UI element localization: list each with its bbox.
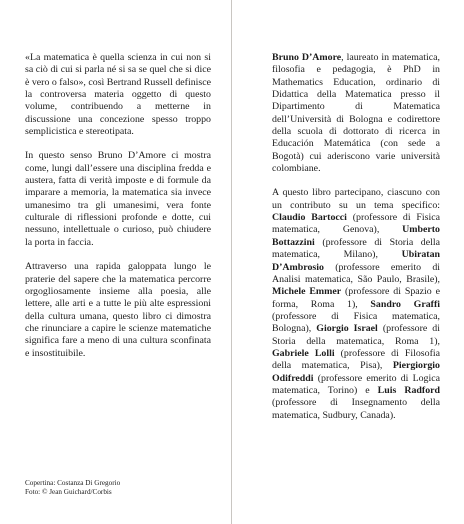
contributors-intro: A questo libro partecipano, ciascuno con un contributo su un tema specifico:	[272, 187, 440, 211]
photo-credit: Foto: © Jean Guichard/Corbis	[25, 488, 112, 496]
contributor-name: Michele Emmer	[272, 286, 342, 298]
synopsis-paragraph-1: «La matematica è quella scienza in cui non si sa ciò di cui si parla né si sa se quel che si dice è vero o falso», così Bertrand Russell definisce la controversa materia oggetto di questo volume, contribuendo a metterne in discussione una concezione spesso troppo semplicistica e stereotipata.	[25, 52, 211, 138]
contributor-name: Umberto Bottazzini	[272, 224, 440, 248]
cover-credits	[25, 479, 225, 497]
contributor-name: Gabriele Lolli	[272, 347, 335, 359]
contributor-desc: (professore di Storia della matematica, Roma 1),	[272, 323, 440, 347]
contributor-desc: (professore di Filosofia della matematica, Pisa),	[272, 347, 440, 372]
contributor-desc: (professore emerito di Analisi matematica, São Paulo, Brasile),	[272, 261, 440, 285]
synopsis-column	[25, 52, 211, 372]
author-name: Bruno D’Amore	[272, 52, 342, 63]
synopsis-paragraph-3: Attraverso una rapida galoppata lungo le praterie del sapere che la matematica percorre orgogliosamente insieme alla poesia, alle lettere, alle arti e a tutte le più alte espressioni della cultura umana, questo libro ci dimostra che rinunciare a capire le scienze matematiche significa fare a meno di una cultura sconfinata e insostituibile.	[25, 261, 211, 359]
contributors	[272, 187, 440, 422]
page-fold	[231, 0, 232, 524]
contributor-name: Sandro Graffi	[370, 298, 440, 310]
contributor-name: Claudio Bartocci	[272, 212, 347, 224]
contributor-name: Ubiratan D’Ambrosio	[272, 249, 440, 273]
author-column	[272, 52, 440, 434]
synopsis-paragraph-2: In questo senso Bruno D’Amore ci mostra come, lungi dall’essere una disciplina fredda e austera, fatta di verità imposte e di formule da imparare a memoria, la matematica sia invece umanesimo tra gli umanesimi, vera fonte culturale di riflessioni profonde e dotte, cui nessuno, intellettuale o curioso, può chiudere la porta in faccia.	[25, 150, 211, 248]
contributor-desc: (professore di Insegnamento della matematica, Sudbury, Canada).	[272, 397, 440, 421]
contributor-name: Giorgio Israel	[316, 323, 378, 335]
contributor-desc: (professore di Fisica matematica, Bologna),	[272, 310, 440, 335]
cover-credit: Copertina: Costanza Di Gregorio	[25, 479, 121, 487]
contributor-desc: (professore di Storia della matematica, Milano),	[272, 236, 440, 261]
contributor-desc: (professore di Spazio e forma, Roma 1),	[272, 286, 440, 310]
author-bio-text: , laureato in matematica, filosofia e pedagogia, è PhD in Mathematics Education, ordinario di Didattica della Matematica presso il Dipartimento di Matematica dell’Università di Bologna e codirettore della scuola di dottorato di ricerca in Educación Matemática (con sede a Bogotà) cui aderiscono varie università colombiane.	[272, 52, 440, 175]
contributor-desc: (professore emerito di Logica matematica, Torino) e	[272, 372, 440, 396]
author-bio	[272, 52, 440, 175]
contributor-desc: (professore di Fisica matematica, Genova),	[272, 212, 440, 236]
contributor-name: Luis Radford	[377, 384, 441, 396]
contributor-name: Piergiorgio Odifreddi	[272, 360, 440, 384]
